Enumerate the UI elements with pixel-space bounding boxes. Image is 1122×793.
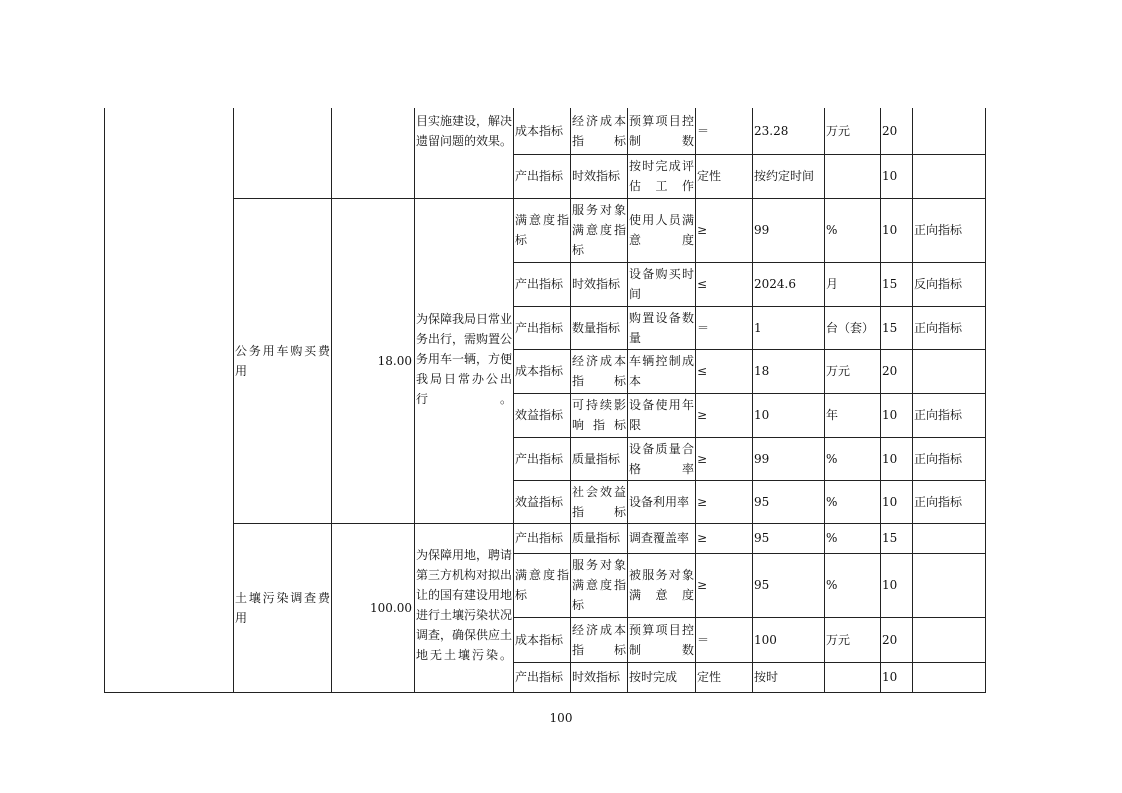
indicator-level2: 服务对象满意度指标 — [572, 203, 626, 257]
indicator-weight: 10 — [882, 408, 898, 422]
indicator-unit: 月 — [826, 277, 839, 291]
project-name: 公务用车购买费用 — [235, 343, 330, 378]
indicator-operator: ≥ — [697, 531, 708, 545]
indicator-value: 99 — [754, 223, 770, 237]
indicator-unit: % — [826, 531, 838, 545]
indicator-level3: 设备购买时间 — [629, 267, 694, 301]
indicator-unit — [826, 154, 879, 198]
project-description: 为保障用地，聘请第三方机构对拟出让的国有建设用地进行土壤污染状况调查，确保供应土地无土壤污染。 — [416, 548, 512, 662]
indicator-operator: ＝ — [697, 124, 710, 138]
indicator-direction: 正向指标 — [914, 223, 963, 237]
indicator-value: 95 — [754, 578, 770, 592]
indicator-level2: 服务对象满意度指标 — [572, 558, 626, 612]
indicator-level1: 成本指标 — [515, 124, 564, 138]
indicator-level2: 质量指标 — [572, 531, 621, 545]
project-description: 为保障我局日常业务出行，需购置公务用车一辆，方便我局日常办公出行。 — [416, 312, 512, 406]
table-rule — [752, 108, 753, 693]
table-rule — [912, 108, 913, 693]
indicator-weight: 15 — [882, 320, 898, 335]
indicator-weight: 15 — [882, 277, 898, 291]
indicator-value: 10 — [754, 408, 770, 422]
project-name: 土壤污染调查费用 — [235, 590, 330, 625]
indicator-level3: 预算项目控制数 — [629, 622, 694, 657]
indicator-direction: 正向指标 — [914, 320, 963, 335]
indicator-operator: ≥ — [697, 578, 708, 592]
indicator-level2: 社会效益指标 — [572, 484, 626, 519]
indicator-level3: 按时完成评估工作 — [629, 159, 694, 193]
indicator-operator: ≥ — [697, 223, 708, 237]
indicator-operator: ＝ — [697, 632, 710, 647]
indicator-direction — [914, 662, 984, 692]
indicator-level2: 可持续影响指标 — [572, 398, 626, 432]
indicator-level1: 满意度指标 — [515, 568, 569, 602]
indicator-level3: 预算项目控制数 — [629, 114, 694, 148]
table-rule — [695, 108, 696, 693]
indicator-level3: 设备质量合格率 — [629, 441, 694, 476]
indicator-operator: 定性 — [697, 670, 722, 684]
indicator-weight: 20 — [882, 364, 898, 378]
indicator-unit: 万元 — [826, 364, 851, 378]
indicator-value: 2024.6 — [754, 277, 796, 291]
indicator-weight: 10 — [882, 670, 898, 684]
indicator-operator: ≥ — [697, 451, 708, 466]
table-rule — [824, 108, 825, 693]
indicator-level1: 产出指标 — [515, 670, 564, 684]
indicator-weight: 10 — [882, 223, 898, 237]
indicator-level2: 数量指标 — [572, 320, 621, 335]
indicator-level2: 经济成本指标 — [572, 354, 626, 388]
project-amount: 100.00 — [370, 600, 412, 615]
indicator-unit: 万元 — [826, 124, 851, 138]
indicator-direction — [914, 154, 984, 198]
indicator-direction — [914, 108, 984, 154]
indicator-value: 23.28 — [754, 124, 789, 138]
table-rule — [331, 108, 332, 693]
indicator-weight: 10 — [882, 494, 898, 509]
indicator-level1: 产出指标 — [515, 451, 564, 466]
indicator-weight: 20 — [882, 632, 898, 647]
indicator-unit: 年 — [826, 408, 839, 422]
indicator-level3: 按时完成 — [629, 670, 678, 684]
indicator-direction — [914, 349, 984, 393]
indicator-operator: ≤ — [697, 277, 708, 291]
indicator-level1: 产出指标 — [515, 320, 564, 335]
indicator-direction — [914, 553, 984, 617]
indicator-value: 95 — [754, 494, 770, 509]
indicator-level3: 购置设备数量 — [629, 310, 694, 345]
indicator-operator: ≤ — [697, 364, 708, 378]
table-rule — [985, 108, 986, 693]
indicator-weight: 10 — [882, 578, 898, 592]
table-rule — [104, 692, 986, 693]
indicator-value: 95 — [754, 531, 770, 545]
indicator-unit: % — [826, 451, 838, 466]
table-rule — [513, 108, 514, 693]
indicator-value: 99 — [754, 451, 770, 466]
table-rule — [233, 108, 234, 693]
indicator-level2: 时效指标 — [572, 277, 621, 291]
indicator-value: 100 — [754, 632, 777, 647]
indicator-level1: 成本指标 — [515, 364, 564, 378]
indicator-level1: 效益指标 — [515, 494, 564, 509]
indicator-direction: 反向指标 — [914, 277, 963, 291]
indicator-value: 按约定时间 — [754, 169, 815, 183]
indicator-direction: 正向指标 — [914, 451, 963, 466]
indicator-level1: 产出指标 — [515, 277, 564, 291]
indicator-direction — [914, 617, 984, 662]
indicator-weight: 15 — [882, 531, 898, 545]
indicator-level1: 满意度指标 — [515, 213, 569, 247]
indicator-value: 1 — [754, 320, 762, 335]
indicator-operator: 定性 — [697, 169, 722, 183]
indicator-level3: 使用人员满意度 — [629, 213, 694, 247]
indicator-operator: ≥ — [697, 408, 708, 422]
project-amount: 18.00 — [377, 353, 412, 368]
indicator-unit: % — [826, 578, 838, 592]
indicator-unit: 万元 — [826, 632, 851, 647]
table-rule — [880, 108, 881, 693]
indicator-weight: 10 — [882, 169, 898, 183]
indicator-level2: 时效指标 — [572, 670, 621, 684]
indicator-level1: 效益指标 — [515, 408, 564, 422]
indicator-level2: 经济成本指标 — [572, 114, 626, 148]
indicator-level1: 产出指标 — [515, 169, 564, 183]
indicator-level3: 设备利用率 — [629, 494, 690, 509]
indicator-level2: 时效指标 — [572, 169, 621, 183]
indicator-level2: 经济成本指标 — [572, 622, 626, 657]
indicator-level3: 调查覆盖率 — [629, 531, 690, 545]
indicator-level3: 车辆控制成本 — [629, 354, 694, 388]
table-rule — [627, 108, 628, 693]
indicator-level2: 质量指标 — [572, 451, 621, 466]
indicator-unit: 台（套） — [826, 320, 875, 335]
project-description: 目实施建设，解决遗留问题的效果。 — [416, 114, 512, 148]
table-rule — [570, 108, 571, 693]
indicator-level1: 成本指标 — [515, 632, 564, 647]
indicator-weight: 20 — [882, 124, 898, 138]
indicator-unit — [826, 662, 879, 692]
indicator-direction: 正向指标 — [914, 408, 963, 422]
indicator-direction — [914, 523, 984, 553]
indicator-level3: 被服务对象满意度 — [629, 568, 694, 602]
indicator-weight: 10 — [882, 451, 898, 466]
indicator-unit: % — [826, 494, 838, 509]
indicator-value: 按时 — [754, 670, 779, 684]
page-number: 100 — [549, 711, 573, 725]
indicator-unit: % — [826, 223, 838, 237]
indicator-level1: 产出指标 — [515, 531, 564, 545]
table-rule — [104, 108, 105, 693]
indicator-level3: 设备使用年限 — [629, 398, 694, 432]
indicator-operator: ＝ — [697, 320, 710, 335]
indicator-operator: ≥ — [697, 494, 708, 509]
indicator-value: 18 — [754, 364, 770, 378]
indicator-direction: 正向指标 — [914, 494, 963, 509]
table-rule — [414, 108, 415, 693]
